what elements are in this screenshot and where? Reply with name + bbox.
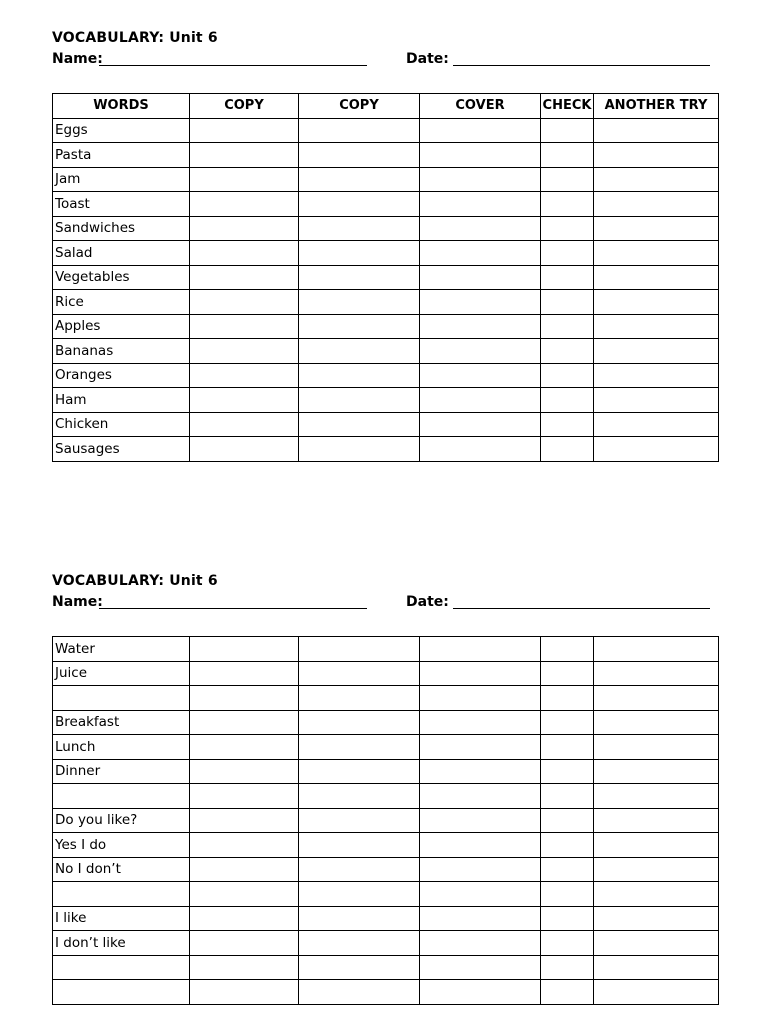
copy-1-cell[interactable] [190,857,299,882]
another-try-cell[interactable] [594,339,719,364]
copy-2-cell[interactable] [299,437,420,462]
copy-1-cell[interactable] [190,637,299,662]
copy-1-cell[interactable] [190,290,299,315]
word-cell [53,980,190,1005]
check-cell[interactable] [541,735,594,760]
check-cell[interactable] [541,241,594,266]
copy-1-cell[interactable] [190,784,299,809]
table-row [53,955,719,980]
word-cell [53,784,190,809]
copy-2-cell[interactable] [299,906,420,931]
copy-2-cell[interactable] [299,192,420,217]
another-try-cell[interactable] [594,363,719,388]
copy-1-cell[interactable] [190,339,299,364]
table-row [53,216,719,241]
another-try-cell[interactable] [594,637,719,662]
cover-cell[interactable] [420,314,541,339]
table-row [53,906,719,931]
table-row [53,118,719,143]
check-cell[interactable] [541,363,594,388]
table-row [53,143,719,168]
check-cell[interactable] [541,143,594,168]
copy-2-cell[interactable] [299,388,420,413]
check-cell[interactable] [541,314,594,339]
check-cell[interactable] [541,118,594,143]
copy-1-cell[interactable] [190,363,299,388]
cover-cell[interactable] [420,143,541,168]
another-try-cell[interactable] [594,192,719,217]
check-cell[interactable] [541,759,594,784]
table-row [53,710,719,735]
check-cell[interactable] [541,686,594,711]
word-cell: I like [53,906,190,931]
copy-1-cell[interactable] [190,192,299,217]
table-row [53,265,719,290]
copy-2-cell[interactable] [299,412,420,437]
worksheet-2 [52,571,718,951]
table-row [53,857,719,882]
check-cell[interactable] [541,833,594,858]
cover-cell[interactable] [420,192,541,217]
cover-cell[interactable] [420,661,541,686]
word-cell: Pasta [53,143,190,168]
check-cell[interactable] [541,808,594,833]
another-try-cell[interactable] [594,980,719,1005]
word-cell: Ham [53,388,190,413]
copy-1-cell[interactable] [190,437,299,462]
date-label: Date: [406,594,449,610]
copy-1-cell[interactable] [190,735,299,760]
word-cell: No I don’t [53,857,190,882]
table-row [53,314,719,339]
check-cell[interactable] [541,265,594,290]
another-try-cell[interactable] [594,661,719,686]
word-cell: Lunch [53,735,190,760]
check-cell[interactable] [541,980,594,1005]
word-cell: Apples [53,314,190,339]
another-try-cell[interactable] [594,167,719,192]
table-row [53,686,719,711]
copy-2-cell[interactable] [299,686,420,711]
header-copy-2: COPY [299,94,420,119]
copy-1-cell[interactable] [190,388,299,413]
word-cell: Salad [53,241,190,266]
name-date-row [52,48,718,70]
table-row [53,192,719,217]
cover-cell[interactable] [420,735,541,760]
copy-1-cell[interactable] [190,686,299,711]
table-header-row [53,94,719,119]
copy-2-cell[interactable] [299,314,420,339]
another-try-cell[interactable] [594,241,719,266]
word-cell: Sausages [53,437,190,462]
copy-2-cell[interactable] [299,167,420,192]
vocabulary-table [52,636,719,1005]
another-try-cell[interactable] [594,857,719,882]
another-try-cell[interactable] [594,906,719,931]
table-row [53,759,719,784]
name-label: Name: [52,594,103,610]
cover-cell[interactable] [420,808,541,833]
copy-1-cell[interactable] [190,265,299,290]
copy-2-cell[interactable] [299,857,420,882]
word-cell: Yes I do [53,833,190,858]
table-row [53,412,719,437]
header-words: WORDS [53,94,190,119]
check-cell[interactable] [541,290,594,315]
another-try-cell[interactable] [594,412,719,437]
another-try-cell[interactable] [594,437,719,462]
check-cell[interactable] [541,931,594,956]
cover-cell[interactable] [420,265,541,290]
check-cell[interactable] [541,637,594,662]
copy-1-cell[interactable] [190,808,299,833]
another-try-cell[interactable] [594,784,719,809]
copy-1-cell[interactable] [190,710,299,735]
check-cell[interactable] [541,167,594,192]
copy-2-cell[interactable] [299,735,420,760]
cover-cell[interactable] [420,759,541,784]
copy-1-cell[interactable] [190,955,299,980]
date-blank-line[interactable] [453,608,710,609]
cover-cell[interactable] [420,363,541,388]
copy-1-cell[interactable] [190,661,299,686]
check-cell[interactable] [541,339,594,364]
word-cell [53,955,190,980]
word-cell: Breakfast [53,710,190,735]
word-cell: Rice [53,290,190,315]
worksheet-title: VOCABULARY: Unit 6 [52,573,218,589]
header-another-try: ANOTHER TRY [594,94,719,119]
check-cell[interactable] [541,955,594,980]
cover-cell[interactable] [420,241,541,266]
word-cell: Dinner [53,759,190,784]
another-try-cell[interactable] [594,314,719,339]
cover-cell[interactable] [420,339,541,364]
worksheet-1 [52,28,718,457]
copy-2-cell[interactable] [299,710,420,735]
table-row [53,784,719,809]
table-row [53,931,719,956]
table-row [53,437,719,462]
copy-1-cell[interactable] [190,759,299,784]
copy-2-cell[interactable] [299,759,420,784]
table-row [53,980,719,1005]
copy-2-cell[interactable] [299,118,420,143]
cover-cell[interactable] [420,388,541,413]
check-cell[interactable] [541,412,594,437]
check-cell[interactable] [541,857,594,882]
table-row [53,290,719,315]
copy-1-cell[interactable] [190,412,299,437]
copy-2-cell[interactable] [299,882,420,907]
cover-cell[interactable] [420,437,541,462]
header-check: CHECK [541,94,594,119]
name-date-row [52,591,718,613]
copy-2-cell[interactable] [299,955,420,980]
copy-1-cell[interactable] [190,980,299,1005]
name-blank-line[interactable] [99,65,367,66]
table-row [53,882,719,907]
word-cell: Do you like? [53,808,190,833]
copy-1-cell[interactable] [190,118,299,143]
copy-2-cell[interactable] [299,637,420,662]
check-cell[interactable] [541,192,594,217]
word-cell: I don’t like [53,931,190,956]
cover-cell[interactable] [420,857,541,882]
word-cell: Jam [53,167,190,192]
word-cell [53,686,190,711]
another-try-cell[interactable] [594,759,719,784]
copy-2-cell[interactable] [299,661,420,686]
another-try-cell[interactable] [594,808,719,833]
table-row [53,637,719,662]
another-try-cell[interactable] [594,955,719,980]
copy-2-cell[interactable] [299,808,420,833]
check-cell[interactable] [541,784,594,809]
cover-cell[interactable] [420,710,541,735]
cover-cell[interactable] [420,882,541,907]
another-try-cell[interactable] [594,290,719,315]
another-try-cell[interactable] [594,143,719,168]
another-try-cell[interactable] [594,833,719,858]
another-try-cell[interactable] [594,931,719,956]
another-try-cell[interactable] [594,710,719,735]
table-body [53,118,719,461]
worksheet-title: VOCABULARY: Unit 6 [52,30,218,46]
copy-2-cell[interactable] [299,143,420,168]
copy-1-cell[interactable] [190,882,299,907]
copy-2-cell[interactable] [299,833,420,858]
copy-2-cell[interactable] [299,339,420,364]
table-row [53,661,719,686]
copy-1-cell[interactable] [190,143,299,168]
cover-cell[interactable] [420,216,541,241]
another-try-cell[interactable] [594,216,719,241]
copy-1-cell[interactable] [190,167,299,192]
name-label: Name: [52,51,103,67]
cover-cell[interactable] [420,955,541,980]
table-row [53,808,719,833]
header-cover: COVER [420,94,541,119]
check-cell[interactable] [541,710,594,735]
word-cell: Oranges [53,363,190,388]
another-try-cell[interactable] [594,265,719,290]
cover-cell[interactable] [420,686,541,711]
table-row [53,363,719,388]
cover-cell[interactable] [420,833,541,858]
copy-1-cell[interactable] [190,314,299,339]
word-cell: Water [53,637,190,662]
cover-cell[interactable] [420,290,541,315]
copy-2-cell[interactable] [299,931,420,956]
copy-2-cell[interactable] [299,363,420,388]
word-cell [53,882,190,907]
copy-2-cell[interactable] [299,784,420,809]
word-cell: Chicken [53,412,190,437]
copy-1-cell[interactable] [190,906,299,931]
another-try-cell[interactable] [594,388,719,413]
word-cell: Juice [53,661,190,686]
copy-1-cell[interactable] [190,216,299,241]
check-cell[interactable] [541,216,594,241]
check-cell[interactable] [541,388,594,413]
table-row [53,388,719,413]
copy-1-cell[interactable] [190,931,299,956]
check-cell[interactable] [541,882,594,907]
table-row [53,735,719,760]
table-row [53,833,719,858]
table-row [53,339,719,364]
date-blank-line[interactable] [453,65,710,66]
word-cell: Bananas [53,339,190,364]
cover-cell[interactable] [420,412,541,437]
cover-cell[interactable] [420,906,541,931]
table-body [53,637,719,1005]
another-try-cell[interactable] [594,882,719,907]
cover-cell[interactable] [420,637,541,662]
copy-1-cell[interactable] [190,241,299,266]
copy-2-cell[interactable] [299,265,420,290]
another-try-cell[interactable] [594,686,719,711]
another-try-cell[interactable] [594,118,719,143]
check-cell[interactable] [541,661,594,686]
word-cell: Vegetables [53,265,190,290]
copy-2-cell[interactable] [299,980,420,1005]
cover-cell[interactable] [420,118,541,143]
date-label: Date: [406,51,449,67]
cover-cell[interactable] [420,931,541,956]
copy-2-cell[interactable] [299,216,420,241]
word-cell: Eggs [53,118,190,143]
cover-cell[interactable] [420,167,541,192]
word-cell: Toast [53,192,190,217]
name-blank-line[interactable] [99,608,367,609]
check-cell[interactable] [541,437,594,462]
another-try-cell[interactable] [594,735,719,760]
table-row [53,167,719,192]
copy-2-cell[interactable] [299,290,420,315]
copy-1-cell[interactable] [190,833,299,858]
copy-2-cell[interactable] [299,241,420,266]
vocabulary-table [52,93,719,462]
cover-cell[interactable] [420,980,541,1005]
cover-cell[interactable] [420,784,541,809]
word-cell: Sandwiches [53,216,190,241]
check-cell[interactable] [541,906,594,931]
header-copy-1: COPY [190,94,299,119]
table-row [53,241,719,266]
